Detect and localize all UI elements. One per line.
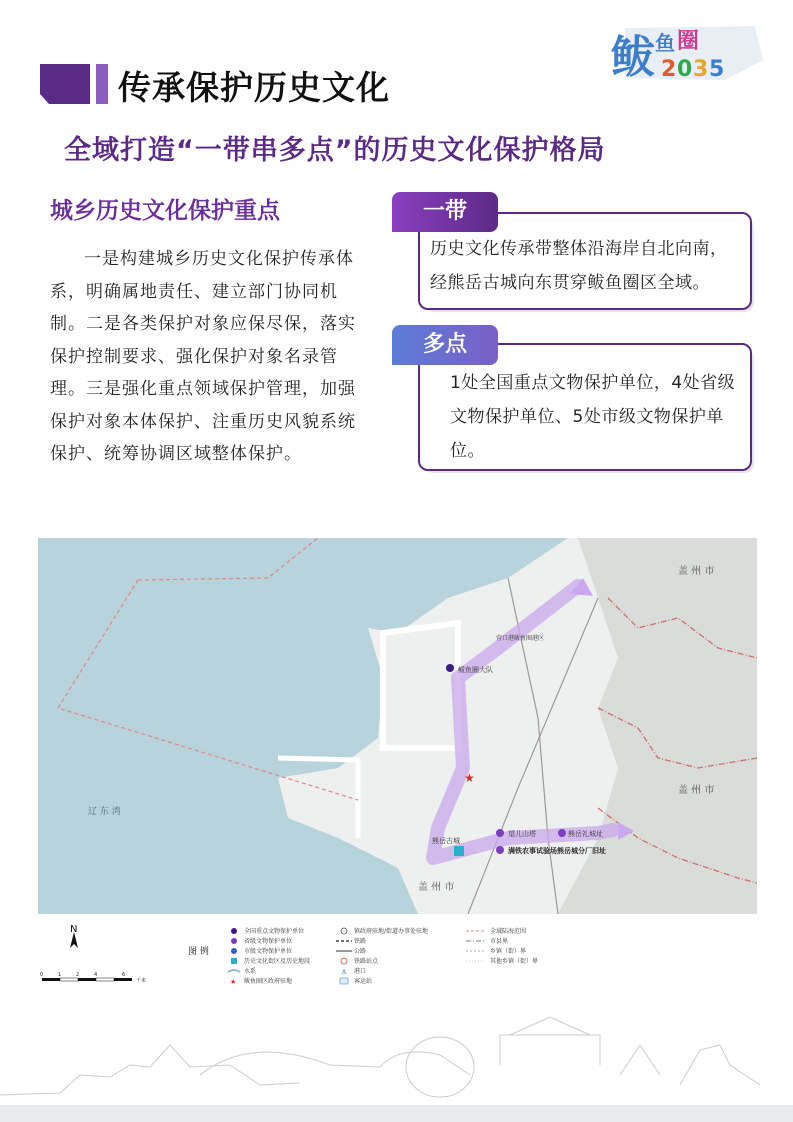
legend-item: 港口: [354, 968, 367, 975]
legend-item: 乡镇（街）界: [490, 948, 527, 955]
map-legend: [38, 922, 757, 992]
legend-district-icon: [231, 958, 237, 964]
legend-item: 镇政府驻地/街道办事处驻地: [354, 928, 429, 935]
legend-item: 全国重点文物保护单位: [244, 928, 305, 935]
scale-unit: 千米: [136, 978, 147, 984]
legend-water-icon: [228, 970, 240, 972]
scale-tick: 0: [40, 972, 44, 978]
legend-item: 市级文物保护单位: [244, 948, 293, 955]
legend-provincial-icon: [231, 938, 237, 944]
scale-tick: 6: [122, 972, 126, 978]
section-body: 一是构建城乡历史文化保护传承体系，明确属地责任、建立部门协同机制。二是各类保护对象应保尽保，落实保护控制要求、强化保护对象名录管理。三是强化重点领域保护管理，加强保护对象本体保护、注重历史风貌系统保护、统筹协调区域整体保护。: [50, 249, 356, 464]
tag-duodian: 多点: [392, 325, 498, 365]
site-marker-provincial: [558, 829, 566, 837]
legend-item: 鲅鱼圈区政府驻地: [244, 978, 293, 985]
compass-label: N: [70, 924, 78, 935]
legend-bus-icon: [340, 978, 348, 984]
svg-text:3: 3: [693, 57, 709, 82]
site-marker-provincial: [496, 846, 504, 854]
legend-item: 铁路: [354, 938, 367, 945]
legend-item: 全域陆海范围: [490, 928, 527, 935]
legend-item: 历史文化街区及历史地段: [244, 958, 311, 965]
map-label-bay: 辽 东 湾: [88, 807, 121, 817]
legend-item: 客运站: [354, 978, 373, 985]
svg-text:圈: 圈: [677, 29, 700, 54]
legend-title: 图 例: [188, 947, 209, 957]
map-label-site4: 满铁农事试验场熊岳城分厂旧址: [508, 847, 606, 855]
card-yidai-text: 历史文化传承带整体沿海岸自北向南，经熊岳古城向东贯穿鲅鱼圈区全域。: [430, 239, 728, 293]
legend-port-icon: ⚓: [341, 968, 348, 976]
legend-item: 省级文物保护单位: [244, 938, 293, 945]
svg-text:5: 5: [709, 57, 725, 82]
scale-tick: 1: [58, 972, 62, 978]
tag-yidai: 一带: [392, 192, 498, 232]
legend-town-icon: [341, 928, 347, 934]
scale-tick: 4: [94, 972, 98, 978]
legend-municipal-icon: [231, 948, 237, 954]
scale-bar-segment: [60, 978, 78, 981]
map-label-gaizhou-s: 盖 州 市: [418, 882, 455, 893]
legend-item: 水系: [244, 968, 257, 975]
map-label-gaizhou-e: 盖 州 市: [678, 785, 715, 796]
legend-item: 铁路站点: [354, 958, 379, 965]
legend-item: 其他乡镇（街）界: [490, 958, 539, 965]
header-accent-block: [40, 64, 90, 104]
svg-text:鲅: 鲅: [611, 32, 655, 83]
svg-text:2: 2: [661, 57, 677, 82]
legend-item: 市县界: [490, 938, 509, 945]
site-marker-national: [446, 664, 454, 672]
skyline-illustration: [0, 1005, 793, 1122]
scale-bar-segment: [96, 978, 114, 981]
heritage-map: [38, 538, 757, 914]
header-accent-bar: [96, 64, 108, 104]
page-subtitle: 全域打造“一带串多点”的历史文化保护格局: [64, 135, 606, 166]
svg-text:鱼: 鱼: [655, 31, 675, 55]
map-label-site1: 鲅鱼圈大队: [458, 666, 493, 674]
gov-seat-star: ★: [464, 771, 475, 785]
map-label-site3: 熊岳礼城址: [568, 830, 603, 838]
legend-national-icon: [231, 928, 237, 934]
legend-item: 公路: [354, 948, 367, 955]
card-duodian-text: 1处全国重点文物保护单位，4处省级文物保护单位、5处市级文物保护单位。: [450, 373, 736, 461]
site-marker-provincial: [496, 829, 504, 837]
scale-tick: 2: [76, 972, 80, 978]
historic-district-marker: [454, 846, 464, 856]
svg-text:0: 0: [677, 57, 693, 82]
legend-star-icon: ★: [230, 978, 237, 986]
scale-bar: [42, 978, 132, 981]
map-label-site6: 营口港鲅鱼圈港区: [496, 635, 545, 642]
page-title: 传承保护历史文化: [118, 68, 390, 107]
legend-station-icon: [341, 958, 347, 964]
brand-logo: [605, 20, 765, 84]
map-label-gaizhou-ne: 盖 州 市: [678, 566, 715, 577]
map-label-site2: 望儿山塔: [508, 830, 536, 838]
map-label-site5: 熊岳古城: [432, 837, 460, 845]
section-title: 城乡历史文化保护重点: [50, 198, 280, 224]
